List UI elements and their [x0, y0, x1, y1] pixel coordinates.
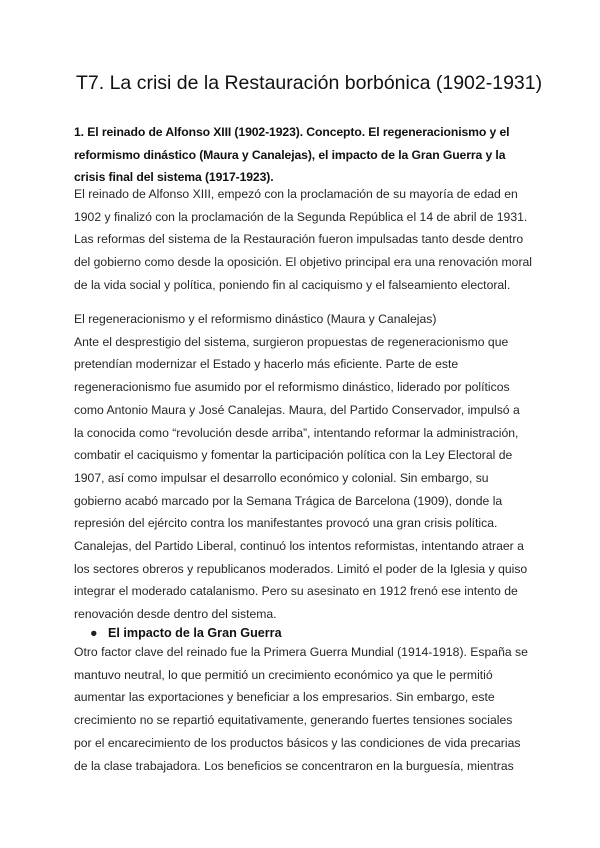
paragraph-line: 1907, así como impulsar el desarrollo económico y colonial. Sin embargo, su [74, 470, 489, 485]
paragraph-line: 1902 y finalizó con la proclamación de la Segunda República el 14 de abril de 1931. [74, 209, 528, 224]
paragraph-line: mantuvo neutral, lo que permitió un crecimiento económico ya que le permitió [74, 667, 493, 682]
paragraph-line: Ante el desprestigio del sistema, surgieron propuestas de regeneracionismo que [74, 334, 509, 349]
paragraph-line: crecimiento no se repartió equitativamente, generando fuertes tensiones sociales [74, 713, 513, 728]
heading-line: reformismo dinástico (Maura y Canalejas), el impacto de la Gran Guerra y la [74, 147, 506, 162]
paragraph-line: del gobierno como desde la oposición. El objetivo principal era una renovación moral [74, 255, 532, 270]
heading-line: 1. El reinado de Alfonso XIII (1902-1923). Concepto. El regeneracionismo y el [74, 125, 510, 139]
paragraph-line: como Antonio Maura y José Canalejas. Maura, del Partido Conservador, impulsó a [74, 402, 520, 417]
paragraph-line: la conocida como “revolución desde arriba”, intentando reformar la administración, [74, 425, 519, 440]
paragraph-line: gobierno acabó marcado por la Semana Trágica de Barcelona (1909), donde la [74, 493, 503, 508]
heading-line: crisis final del sistema (1917-1923). [74, 170, 274, 185]
paragraph-line: de la clase trabajadora. Los beneficios se concentraron en la burguesía, mientras [74, 758, 514, 773]
paragraph-line: integrar el moderado catalanismo. Pero su asesinato en 1912 frenó ese intento de [74, 584, 518, 599]
section-2 [74, 308, 534, 626]
paragraph-line: combatir el caciquismo y fomentar la participación política con la Ley Electoral de [74, 448, 513, 463]
paragraph-line: Canalejas, del Partido Liberal, continuó los intentos reformistas, intentando atraer a [74, 539, 524, 554]
paragraph-line: El reinado de Alfonso XIII, empezó con la proclamación de su mayoría de edad en [74, 187, 518, 201]
paragraph-line: aumentar las exportaciones y beneficiar a los empresarios. Sin embargo, este [74, 690, 495, 705]
paragraph-line: pretendían modernizar el Estado y hacerlo más eficiente. Parte de este [74, 357, 459, 372]
paragraph-line: por el encarecimiento de los productos básicos y las condiciones de vida precarias [74, 735, 521, 750]
bullet-icon: ● [90, 626, 98, 640]
paragraph-line: regeneracionismo fue asumido por el reformismo dinástico, liderado por políticos [74, 380, 510, 395]
document-title: T7. La crisi de la Restauración borbónica (1902-1931) [76, 72, 543, 94]
paragraph-line: Las reformas del sistema de la Restauración fueron impulsadas tanto desde dentro [74, 232, 524, 247]
section-2-subtitle: El regeneracionismo y el reformismo dinástico (Maura y Canalejas) [74, 312, 437, 326]
paragraph-line: renovación desde dentro del sistema. [74, 607, 277, 622]
paragraph-line: los sectores obreros y republicanos moderados. Limitó el poder de la Iglesia y quiso [74, 561, 528, 576]
section-1-paragraph [74, 183, 534, 297]
paragraph-line: Otro factor clave del reinado fue la Primera Guerra Mundial (1914-1918). España se [74, 645, 528, 659]
paragraph-line: represión del ejército contra los manifestantes provocó una gran crisis política. [74, 516, 498, 531]
section-3-heading: El impacto de la Gran Guerra [108, 626, 282, 640]
section-3-paragraph [74, 641, 534, 777]
paragraph-line: de la vida social y política, poniendo fin al caciquismo y el falseamiento electoral. [74, 277, 511, 292]
section-1-heading [74, 121, 534, 189]
